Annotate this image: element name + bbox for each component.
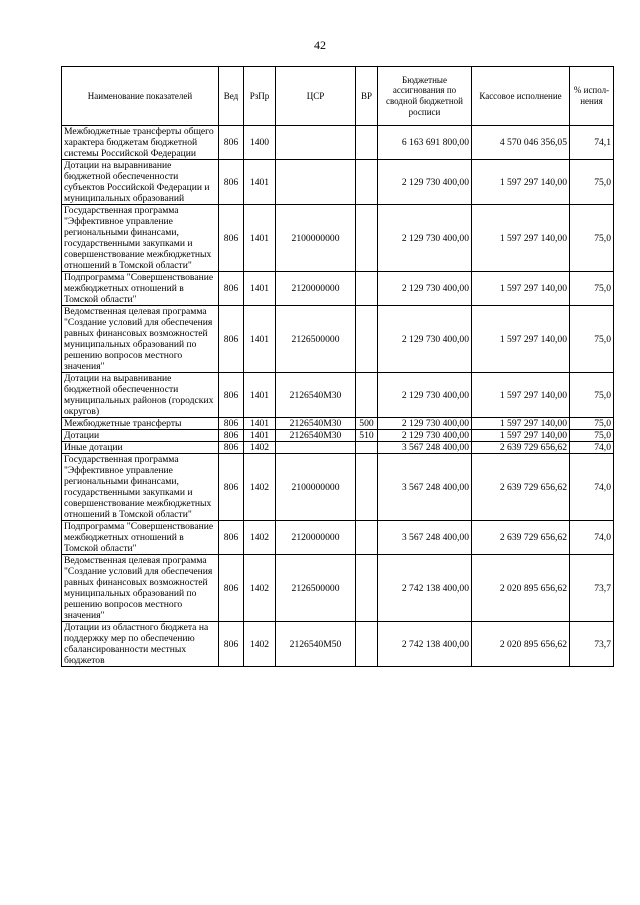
table-header-row — [62, 67, 614, 126]
row-ved: 806 — [219, 418, 244, 430]
row-name: Дотации из областного бюджета на поддержку мер по обеспечению сбалансированности местных бюджетов — [62, 622, 219, 667]
row-vr — [356, 622, 378, 667]
row-name: Межбюджетные трансферты общего характера бюджетам бюджетной системы Российской Федерации — [62, 126, 219, 160]
row-name: Межбюджетные трансферты — [62, 418, 219, 430]
row-assigned: 2 129 730 400,00 — [378, 373, 472, 418]
row-rzpr: 1401 — [244, 160, 276, 205]
row-csr — [276, 442, 356, 454]
row-rzpr: 1401 — [244, 418, 276, 430]
row-rzpr: 1401 — [244, 373, 276, 418]
row-name: Иные дотации — [62, 442, 219, 454]
row-ved: 806 — [219, 555, 244, 622]
row-name: Ведомственная целевая программа "Создание условий для обеспечения равных финансовых возможностей муниципальных образований по решению вопросов местного значения" — [62, 306, 219, 373]
row-csr: 2126540М50 — [276, 622, 356, 667]
row-rzpr: 1401 — [244, 272, 276, 306]
table-row — [62, 442, 614, 454]
row-rzpr: 1402 — [244, 454, 276, 521]
row-ved: 806 — [219, 622, 244, 667]
row-ved: 806 — [219, 454, 244, 521]
row-cash: 2 639 729 656,62 — [472, 442, 570, 454]
row-assigned: 2 129 730 400,00 — [378, 418, 472, 430]
table-row — [62, 622, 614, 667]
row-rzpr: 1401 — [244, 430, 276, 442]
row-percent: 75,0 — [570, 160, 614, 205]
row-cash: 2 020 895 656,62 — [472, 555, 570, 622]
row-name: Государственная программа "Эффективное управление региональными финансами, государственными закупками и совершенствование межбюджетных отношений в Томской области" — [62, 454, 219, 521]
row-csr: 2126500000 — [276, 555, 356, 622]
row-ved: 806 — [219, 205, 244, 272]
row-ved: 806 — [219, 272, 244, 306]
row-rzpr: 1400 — [244, 126, 276, 160]
row-vr: 500 — [356, 418, 378, 430]
table-row — [62, 430, 614, 442]
header-csr: ЦСР — [276, 67, 356, 126]
row-assigned: 3 567 248 400,00 — [378, 521, 472, 555]
row-ved: 806 — [219, 442, 244, 454]
row-vr — [356, 521, 378, 555]
row-csr — [276, 160, 356, 205]
row-percent: 75,0 — [570, 272, 614, 306]
row-assigned: 2 129 730 400,00 — [378, 306, 472, 373]
budget-execution-table — [61, 66, 614, 667]
row-name: Дотации на выравнивание бюджетной обеспеченности муниципальных районов (городских округов) — [62, 373, 219, 418]
header-cash: Кассовое исполнение — [472, 67, 570, 126]
row-vr — [356, 126, 378, 160]
row-assigned: 2 129 730 400,00 — [378, 160, 472, 205]
table-row — [62, 306, 614, 373]
row-cash: 1 597 297 140,00 — [472, 418, 570, 430]
row-rzpr: 1402 — [244, 622, 276, 667]
table-row — [62, 160, 614, 205]
row-cash: 1 597 297 140,00 — [472, 272, 570, 306]
table-row — [62, 555, 614, 622]
row-csr — [276, 126, 356, 160]
row-cash: 1 597 297 140,00 — [472, 430, 570, 442]
row-name: Государственная программа "Эффективное управление региональными финансами, государственными закупками и совершенствование межбюджетных отношений в Томской области" — [62, 205, 219, 272]
row-assigned: 2 129 730 400,00 — [378, 430, 472, 442]
header-percent: % испол-нения — [570, 67, 614, 126]
row-name: Подпрограмма "Совершенствование межбюджетных отношений в Томской области" — [62, 272, 219, 306]
table-row — [62, 454, 614, 521]
table-row — [62, 126, 614, 160]
row-name: Дотации на выравнивание бюджетной обеспеченности субъектов Российской Федерации и муниципальных образований — [62, 160, 219, 205]
row-vr — [356, 454, 378, 521]
row-vr — [356, 555, 378, 622]
header-name: Наименование показателей — [62, 67, 219, 126]
table-row — [62, 272, 614, 306]
row-csr: 2126500000 — [276, 306, 356, 373]
row-cash: 2 639 729 656,62 — [472, 521, 570, 555]
row-assigned: 3 567 248 400,00 — [378, 442, 472, 454]
row-vr — [356, 373, 378, 418]
row-percent: 73,7 — [570, 622, 614, 667]
row-percent: 75,0 — [570, 306, 614, 373]
row-assigned: 2 129 730 400,00 — [378, 205, 472, 272]
row-cash: 1 597 297 140,00 — [472, 160, 570, 205]
table-row — [62, 418, 614, 430]
row-ved: 806 — [219, 521, 244, 555]
row-percent: 75,0 — [570, 418, 614, 430]
row-ved: 806 — [219, 430, 244, 442]
row-rzpr: 1402 — [244, 555, 276, 622]
row-cash: 1 597 297 140,00 — [472, 306, 570, 373]
row-ved: 806 — [219, 160, 244, 205]
table-row — [62, 373, 614, 418]
row-ved: 806 — [219, 373, 244, 418]
row-vr — [356, 306, 378, 373]
header-ved: Вед — [219, 67, 244, 126]
row-cash: 2 639 729 656,62 — [472, 454, 570, 521]
row-assigned: 2 742 138 400,00 — [378, 555, 472, 622]
row-name: Дотации — [62, 430, 219, 442]
table-row — [62, 205, 614, 272]
row-percent: 74,1 — [570, 126, 614, 160]
row-rzpr: 1402 — [244, 521, 276, 555]
row-csr: 2100000000 — [276, 205, 356, 272]
row-csr: 2126540М30 — [276, 418, 356, 430]
header-rzpr: РзПр — [244, 67, 276, 126]
row-vr — [356, 205, 378, 272]
row-csr: 2120000000 — [276, 272, 356, 306]
row-percent: 74,0 — [570, 521, 614, 555]
row-cash: 1 597 297 140,00 — [472, 205, 570, 272]
page-number: 42 — [314, 38, 326, 52]
row-cash: 2 020 895 656,62 — [472, 622, 570, 667]
row-vr — [356, 442, 378, 454]
row-vr — [356, 160, 378, 205]
header-assigned: Бюджетные ассигнования по сводной бюджетной росписи — [378, 67, 472, 126]
row-csr: 2120000000 — [276, 521, 356, 555]
row-assigned: 3 567 248 400,00 — [378, 454, 472, 521]
row-rzpr: 1401 — [244, 306, 276, 373]
row-assigned: 2 742 138 400,00 — [378, 622, 472, 667]
table-row — [62, 521, 614, 555]
row-vr — [356, 272, 378, 306]
row-vr: 510 — [356, 430, 378, 442]
row-cash: 4 570 046 356,05 — [472, 126, 570, 160]
row-percent: 73,7 — [570, 555, 614, 622]
row-ved: 806 — [219, 126, 244, 160]
row-rzpr: 1401 — [244, 205, 276, 272]
row-assigned: 6 163 691 800,00 — [378, 126, 472, 160]
row-csr: 2126540М30 — [276, 373, 356, 418]
row-rzpr: 1402 — [244, 442, 276, 454]
row-cash: 1 597 297 140,00 — [472, 373, 570, 418]
row-percent: 75,0 — [570, 205, 614, 272]
row-name: Ведомственная целевая программа "Создание условий для обеспечения равных финансовых возможностей муниципальных образований по решению вопросов местного значения" — [62, 555, 219, 622]
row-percent: 75,0 — [570, 430, 614, 442]
row-percent: 74,0 — [570, 454, 614, 521]
row-csr: 2126540М30 — [276, 430, 356, 442]
row-csr: 2100000000 — [276, 454, 356, 521]
row-ved: 806 — [219, 306, 244, 373]
row-name: Подпрограмма "Совершенствование межбюджетных отношений в Томской области" — [62, 521, 219, 555]
row-percent: 75,0 — [570, 373, 614, 418]
row-assigned: 2 129 730 400,00 — [378, 272, 472, 306]
row-percent: 74,0 — [570, 442, 614, 454]
header-vr: ВР — [356, 67, 378, 126]
